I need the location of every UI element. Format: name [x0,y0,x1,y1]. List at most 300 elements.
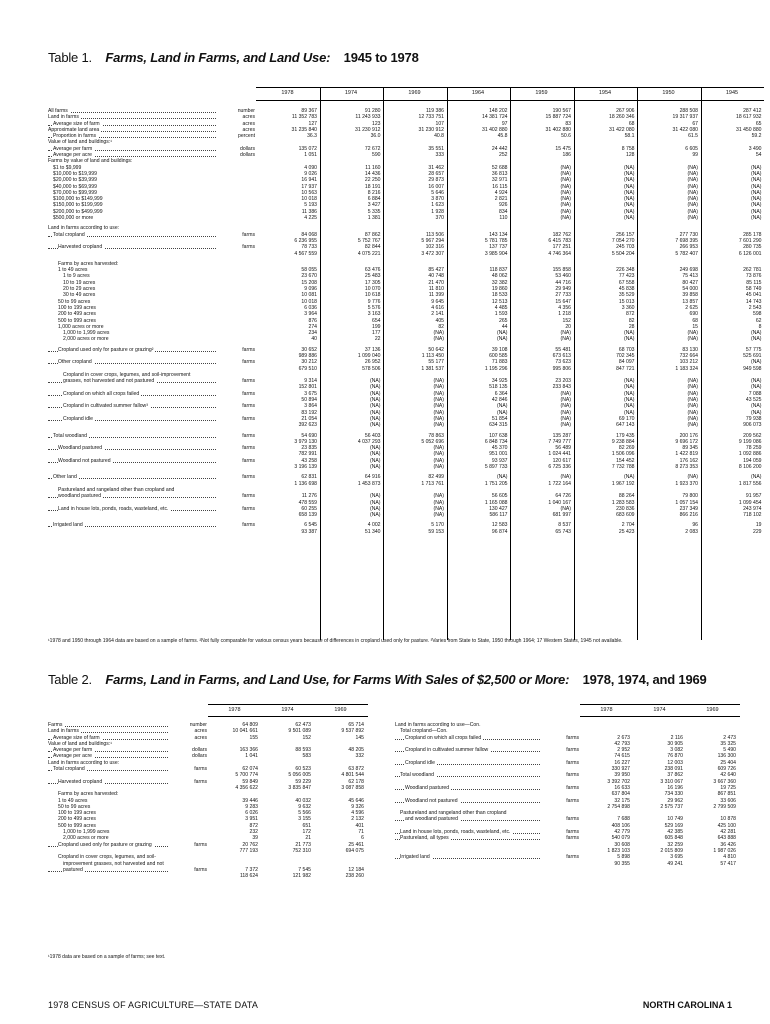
data-cell: 10 018 [301,196,317,203]
data-cell: 1 136 698 [294,480,317,487]
data-cell: 18 260 346 [609,114,635,121]
data-cell: 11 243 933 [355,114,381,121]
table1-body [48,108,764,535]
data-cell: 85 427 [428,267,444,274]
row-label: $200,000 to $499,999 [53,208,103,215]
data-cell: 43 258 [301,457,317,464]
row-label: Cropland in cover crops, legumes, and soil-improvement [63,371,191,378]
row-label: Farms by acres harvested: [58,260,119,267]
data-cell: (NA) [624,403,635,410]
data-cell: 18 533 [491,292,508,299]
data-cell: 9 696 172 [675,438,698,445]
data-cell: 45.8 [497,133,508,140]
data-cell: 11 386 [301,208,317,215]
data-cell: 19 860 [491,286,508,293]
data-cell: 15 475 [555,145,571,152]
data-cell: 679 510 [298,365,317,372]
data-cell: 1 453 873 [357,480,381,487]
data-cell: 4 356 622 [235,784,258,791]
row-label: Average per acre [53,753,92,760]
row-label: 200 to 499 acres [58,311,96,318]
data-cell: 782 991 [298,451,317,458]
row-label: Farms by acres harvested: [58,791,119,798]
data-cell: 1 218 [558,311,571,318]
row-unit: farms [566,759,579,766]
data-cell: (NA) [687,170,698,177]
data-cell: (NA) [497,403,508,410]
row-unit: dollars [239,145,255,152]
row-label: 1 to 49 acres [58,797,88,804]
data-cell: 127 [308,120,317,127]
data-cell: 1 987 026 [713,847,736,854]
data-cell: 24 442 [491,145,508,152]
data-cell: 3 490 [748,145,762,152]
data-cell: 8 758 [621,145,635,152]
data-cell: (NA) [751,164,762,171]
data-cell: (NA) [560,409,571,416]
data-cell: 9 096 [304,286,317,293]
data-cell: 45 041 [745,292,762,299]
data-cell: 5 566 [298,810,311,817]
data-cell: 97 [501,120,508,127]
data-cell: (NA) [433,415,444,422]
data-cell: 683 609 [616,512,635,519]
data-cell: 2 575 737 [660,803,683,810]
row-unit: farms [242,415,255,422]
data-cell: 10 878 [720,816,736,823]
data-cell: (NA) [751,384,762,391]
data-cell: 119 386 [425,108,444,114]
data-cell: 26 952 [364,359,381,366]
data-cell: 5 056 005 [288,772,311,779]
data-cell: 43 525 [745,397,762,404]
row-label: Cropland idle [63,415,94,422]
data-cell: 6 126 001 [738,250,762,257]
row-label: 2,000 acres or more [63,835,109,842]
data-cell: 85 115 [746,279,762,286]
year-header: 1978 [228,707,241,713]
data-cell: 8 537 [558,522,571,529]
data-cell: 79 800 [682,493,698,500]
data-cell: 50.6 [561,133,571,140]
year-header: 1969 [334,707,347,713]
data-cell: 586 117 [489,512,508,519]
data-cell: 2 799 509 [713,803,736,810]
data-cell: 39 108 [491,346,508,353]
data-cell: (NA) [370,512,381,519]
data-cell: 44 716 [555,279,571,286]
data-cell: 62 178 [348,778,364,785]
data-cell: 65 743 [555,528,571,535]
row-unit: farms [242,457,255,464]
data-cell: 7 732 788 [611,464,635,471]
row-label: Irrigated land [400,854,430,861]
data-cell: 3 951 [245,816,258,823]
data-cell: 989 886 [298,352,317,359]
data-cell: (NA) [560,330,571,337]
data-cell: (NA) [370,445,381,452]
data-cell: 4 002 [367,522,381,529]
data-cell: 82 269 [618,445,635,452]
data-cell: 834 [499,208,508,215]
data-cell: 30 905 [667,740,683,747]
data-cell: 13 857 [682,298,698,305]
table-row [48,529,764,535]
row-unit: farms [566,747,579,754]
data-cell: 3 155 [298,816,311,823]
data-cell: 9 776 [367,298,381,305]
data-cell: 232 [249,829,258,836]
data-cell: 39 858 [682,292,698,299]
data-cell: 11 352 783 [291,114,317,121]
year-header: 1978 [281,90,294,96]
data-cell: (NA) [433,403,444,410]
data-cell: 590 [372,152,381,159]
data-cell: 6 415 783 [548,237,571,244]
row-unit: farms [194,766,207,773]
data-cell: 52 688 [491,164,508,171]
row-label: 30 to 49 acres [63,292,96,299]
data-cell: 96 874 [491,528,508,535]
data-cell: 75 413 [682,273,698,280]
row-label: Value of land and buildings:¹ [48,139,112,146]
data-cell: 31 402 880 [545,126,571,133]
data-cell: 10 618 [364,292,381,299]
data-cell: 155 [249,734,258,741]
row-label: Average per farm [53,145,93,152]
data-cell: 6 236 955 [294,237,317,244]
data-cell: 9 238 884 [611,438,635,445]
data-cell: 99 [692,152,698,159]
data-cell: 732 664 [679,352,698,359]
data-cell: (NA) [687,397,698,404]
data-cell: (NA) [624,170,635,177]
row-label: Irrigated land [53,522,83,529]
data-cell: 1 928 [431,208,444,215]
row-label: Average per farm [53,747,93,754]
data-cell: (NA) [687,208,698,215]
data-cell: 177 [372,330,381,337]
data-cell: 44 [501,323,508,330]
data-cell: 9 632 [298,803,311,810]
data-cell: 634 315 [489,422,508,429]
data-cell: 370 [435,215,444,222]
data-cell: (NA) [433,457,444,464]
data-cell: 45 838 [618,286,635,293]
data-cell: 18 617 932 [736,114,762,121]
data-cell: 752 310 [292,847,311,854]
table1-heading: Farms, Land in Farms, and Land Use: [105,50,331,65]
table2-footnote: ¹1978 data are based on a sample of farms; see text. [48,954,166,960]
data-cell: 20 [565,323,571,330]
data-cell: 135 287 [552,432,571,439]
data-cell: 425 100 [717,822,736,829]
data-cell: 102 316 [425,244,444,251]
data-cell: 76 870 [667,753,683,760]
row-label: Cropland in cultivated summer fallow [405,747,489,754]
data-cell: 6 884 [367,196,381,203]
data-cell: 39 950 [614,772,630,779]
data-cell: 68 703 [618,346,635,353]
data-cell: 118 837 [489,267,508,274]
data-cell: 130 427 [489,505,508,512]
data-cell: 62 831 [301,474,317,481]
data-cell: 83 [565,120,571,127]
data-cell: 4 075 221 [357,250,381,257]
row-unit: farms [242,359,255,366]
row-label: Land in farms according to use: [48,759,120,766]
data-cell: 3 979 130 [294,438,317,445]
data-cell: 1 041 [245,753,258,760]
data-cell: 16 941 [301,177,317,184]
data-cell: 82 499 [428,474,444,481]
row-label: 1 to 49 acres [58,267,88,274]
data-cell: 9 314 [304,378,317,385]
data-cell: 330 927 [611,766,630,773]
data-cell: 36 813 [491,170,508,177]
data-cell: 5 781 785 [484,237,508,244]
data-cell: (NA) [370,499,381,506]
row-label: Total cropland [53,766,85,773]
row-label: 100 to 199 acres [58,304,96,311]
data-cell: 37 862 [667,772,683,779]
row-label: 50 to 99 acres [58,803,91,810]
data-cell: 31 230 912 [418,126,444,133]
row-unit: acres [242,114,255,121]
data-cell: 2 141 [431,311,444,318]
data-cell: 136 300 [717,753,736,760]
row-label: 1,000 to 1,999 acres [63,829,110,836]
data-cell: 995 806 [552,365,571,372]
row-label: Woodland pastured [58,445,103,452]
data-cell: 7 698 395 [675,237,698,244]
data-cell: 4 037 293 [357,438,381,445]
data-cell: (NA) [624,330,635,337]
year-header: 1974 [281,707,294,713]
data-cell: 53 460 [555,273,571,280]
row-label: Land in farms [48,114,79,121]
data-cell: 3 082 [670,747,683,754]
data-cell: 690 [689,311,698,318]
row-unit: farms [566,829,579,836]
data-cell: (NA) [497,330,508,337]
row-label: pastured [63,866,83,873]
data-cell: 77 423 [618,273,635,280]
data-cell: 63 872 [348,766,364,773]
data-cell: 3 392 702 [607,778,630,785]
row-label: Average per acre [53,152,92,159]
data-cell: 1 024 441 [548,451,571,458]
data-cell: (NA) [560,505,571,512]
row-unit: farms [566,784,579,791]
data-cell: 9 283 [245,803,258,810]
data-cell: 949 598 [743,365,762,372]
data-cell: 4 616 [431,304,444,311]
data-cell: 56 605 [491,493,508,500]
row-unit: farms [566,854,579,861]
data-cell: 107 [435,120,444,127]
data-cell: 62 [755,317,762,324]
data-cell: 9 026 [304,170,317,177]
data-cell: 107 638 [489,432,508,439]
data-cell: 42 640 [720,772,736,779]
data-cell: (NA) [560,202,571,209]
data-cell: 6 036 [304,304,317,311]
row-label: Woodland not pastured [405,797,458,804]
data-cell: 39 [252,835,258,842]
data-cell: (NA) [560,208,571,215]
data-cell: 10 081 [301,292,317,299]
data-cell: 15 [692,323,698,330]
data-cell: 67 558 [618,279,635,286]
data-cell: 82 [438,323,444,330]
data-cell: 72 672 [364,145,381,152]
table1-header [256,87,764,101]
data-cell: 63 476 [364,267,381,274]
data-cell: (NA) [687,390,698,397]
data-cell: 265 [499,317,508,324]
data-cell: 71 883 [491,359,508,366]
data-cell: 478 559 [298,499,317,506]
data-cell: (NA) [687,164,698,171]
data-cell: 1 165 088 [484,499,508,506]
data-cell: 287 412 [743,108,762,114]
table2-title [48,672,707,687]
row-unit: farms [566,835,579,842]
data-cell: 103 212 [679,359,698,366]
data-cell: 1 422 819 [675,451,698,458]
data-cell: 4 356 [558,304,571,311]
data-cell: 3 360 [621,304,635,311]
data-cell: 6 026 [245,810,258,817]
data-cell: 14 436 [364,170,381,177]
data-cell: 78 733 [301,244,317,251]
data-cell: 120 617 [552,457,571,464]
row-unit: dollars [239,152,255,159]
data-cell: 50 894 [301,397,317,404]
data-cell: (NA) [624,196,635,203]
data-cell: 61.5 [688,133,698,140]
data-cell: 16 007 [428,183,444,190]
data-cell: 5 700 774 [235,772,258,779]
data-cell: 36 426 [720,841,736,848]
data-cell: 14 743 [745,298,762,305]
data-cell: (NA) [751,215,762,222]
data-cell: 1 623 [431,202,444,209]
row-unit: farms [242,346,255,353]
data-cell: (NA) [687,202,698,209]
data-cell: 285 178 [743,231,762,238]
data-cell: 82 844 [364,244,381,251]
data-cell: (NA) [560,390,571,397]
row-unit: acres [242,126,255,133]
row-label: Proportion in farms [53,133,97,140]
table2-range: 1978, 1974, and 1969 [582,672,707,687]
data-cell: 32 382 [491,279,508,286]
data-cell: 1 593 [494,311,508,318]
table2-right-header [580,704,740,717]
data-cell: 252 [499,152,508,159]
data-cell: 60 523 [295,766,311,773]
data-cell: 28 657 [428,170,444,177]
data-cell: (NA) [751,183,762,190]
data-cell: (NA) [433,397,444,404]
data-cell: (NA) [687,403,698,410]
row-label: Woodland not pastured [58,457,111,464]
data-cell: 45 370 [491,445,508,452]
data-cell: 4 485 [494,304,508,311]
data-cell: 121 982 [292,873,311,880]
data-cell: (NA) [751,474,762,481]
row-unit: acres [194,734,207,741]
data-cell: 89 367 [301,108,317,114]
data-cell: 6 848 734 [484,438,508,445]
row-label: Harvested cropland [58,244,103,251]
data-cell: 40 [311,336,317,343]
data-cell: 951 001 [489,451,508,458]
data-cell: (NA) [560,177,571,184]
data-cell: (NA) [433,384,444,391]
data-cell: (NA) [560,196,571,203]
data-cell: (NA) [751,177,762,184]
year-header: 1954 [598,90,612,96]
data-cell: 7 749 777 [548,438,571,445]
row-unit: percent [238,133,255,140]
data-cell: 718 102 [743,512,762,519]
data-cell: 17 305 [364,279,381,286]
data-cell: (NA) [560,170,571,177]
data-cell: (NA) [560,415,571,422]
data-cell: 58 749 [745,286,762,293]
data-cell: (NA) [687,196,698,203]
data-cell: 31 422 080 [609,126,635,133]
row-label: Land in farms [48,728,79,735]
data-cell: 73 623 [555,359,571,366]
data-cell: 31 230 912 [355,126,381,133]
row-label: 200 to 499 acres [58,816,96,823]
data-cell: (NA) [751,202,762,209]
data-cell: 60 255 [301,505,317,512]
data-cell: 128 [626,152,635,159]
data-cell: 3 964 [304,311,317,318]
data-cell: 1 183 324 [675,365,698,372]
data-cell: 876 [308,317,317,324]
data-cell: 7 688 [617,816,630,823]
data-cell: 11 399 [428,292,444,299]
data-cell: 48 062 [491,273,508,280]
data-cell: 51 854 [491,415,508,422]
data-cell: 71 [358,829,364,836]
data-cell: 19 725 [720,784,736,791]
data-cell: 64 809 [242,722,258,728]
data-cell: 238 260 [345,873,364,880]
data-cell: 31 422 080 [672,126,698,133]
data-cell: 605 848 [664,835,683,842]
data-cell: 90 355 [614,860,630,867]
data-cell: 55 177 [428,359,444,366]
data-cell: 22 [374,336,381,343]
data-cell: 42 281 [720,829,736,836]
data-cell: (NA) [687,183,698,190]
data-cell: (NA) [433,493,444,500]
data-cell: 31 462 [428,164,444,171]
data-cell: 19 [755,522,762,529]
data-cell: 5 752 767 [357,237,381,244]
data-cell: 8 216 [367,189,381,196]
data-cell: (NA) [624,215,635,222]
data-cell: 866 216 [679,512,698,519]
data-cell: 25 461 [348,841,364,848]
